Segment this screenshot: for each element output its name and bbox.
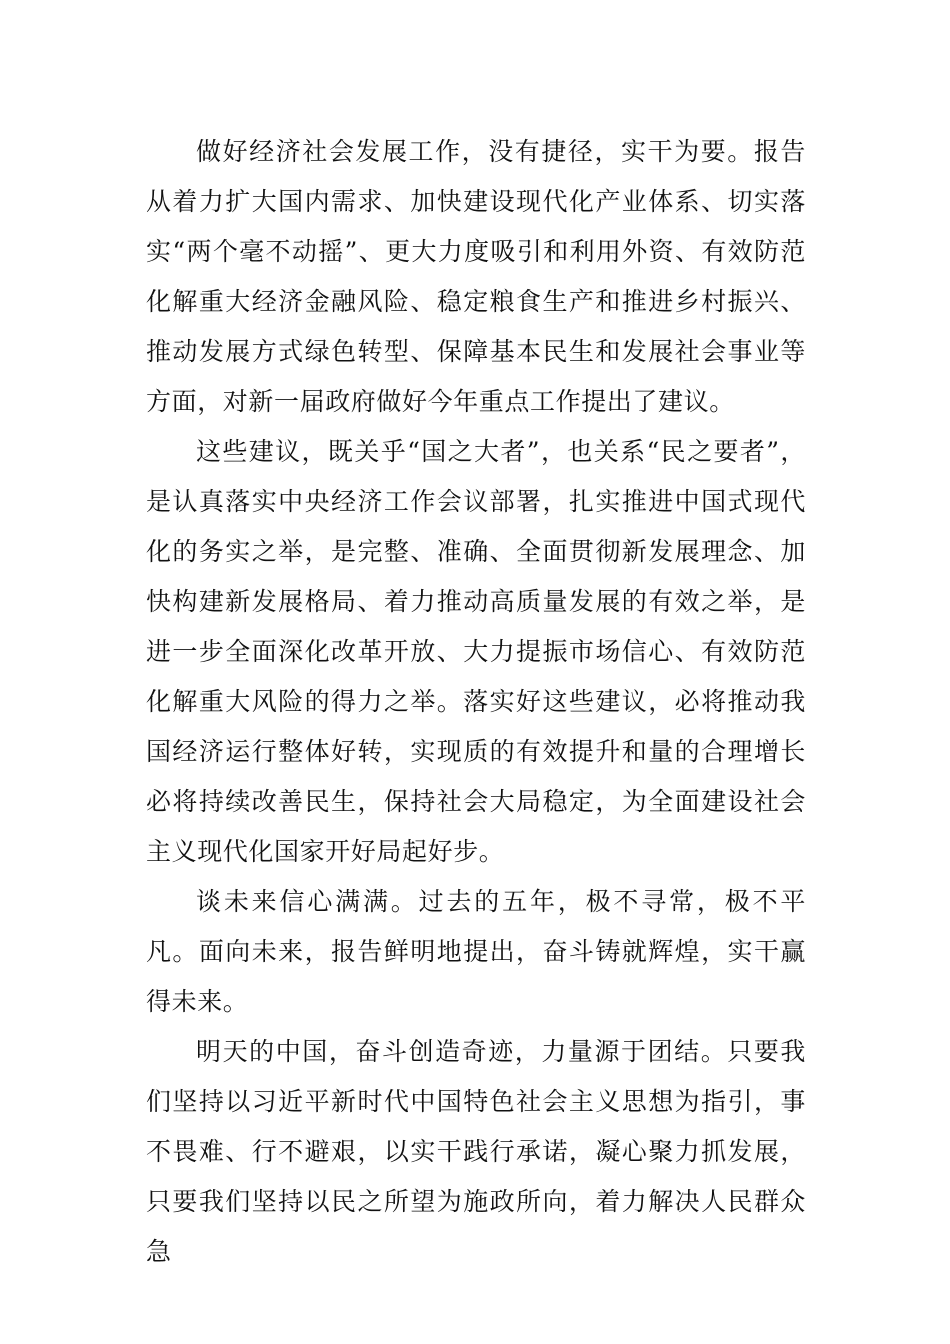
paragraph-2: 这些建议，既关乎“国之大者”，也关系“民之要者”，是认真落实中央经济工作会议部署，扎实推进中国式现代化的务实之举，是完整、准确、全面贯彻新发展理念、加快构建新发展格局、着力推动高质量发展的有效之举，是进一步全面深化改革开放、大力提振市场信心、有效防范化解重大风险的得力之举。落实好这些建议，必将推动我国经济运行整体好转，实现质的有效提升和量的合理增长必将持续改善民生，保持社会大局稳定，为全面建设社会主义现代化国家开好局起好步。 — [146, 437, 806, 866]
paragraph-1: 做好经济社会发展工作，没有捷径，实干为要。报告从着力扩大国内需求、加快建设现代化产业体系、切实落实“两个毫不动摇”、更大力度吸引和利用外资、有效防范化解重大经济金融风险、稳定粮食生产和推进乡村振兴、推动发展方式绿色转型、保障基本民生和发展社会事业等方面，对新一届政府做好今年重点工作提出了建议。 — [146, 137, 806, 416]
paragraph-4: 明天的中国，奋斗创造奇迹，力量源于团结。只要我们坚持以习近平新时代中国特色社会主义思想为指引，事不畏难、行不避艰，以实干践行承诺，凝心聚力抓发展，只要我们坚持以民之所望为施政所向，着力解决人民群众急 — [146, 1037, 806, 1266]
document-body — [146, 127, 806, 1277]
paragraph-3: 谈未来信心满满。过去的五年，极不寻常，极不平凡。面向未来，报告鲜明地提出，奋斗铸就辉煌，实干赢得未来。 — [146, 887, 806, 1016]
